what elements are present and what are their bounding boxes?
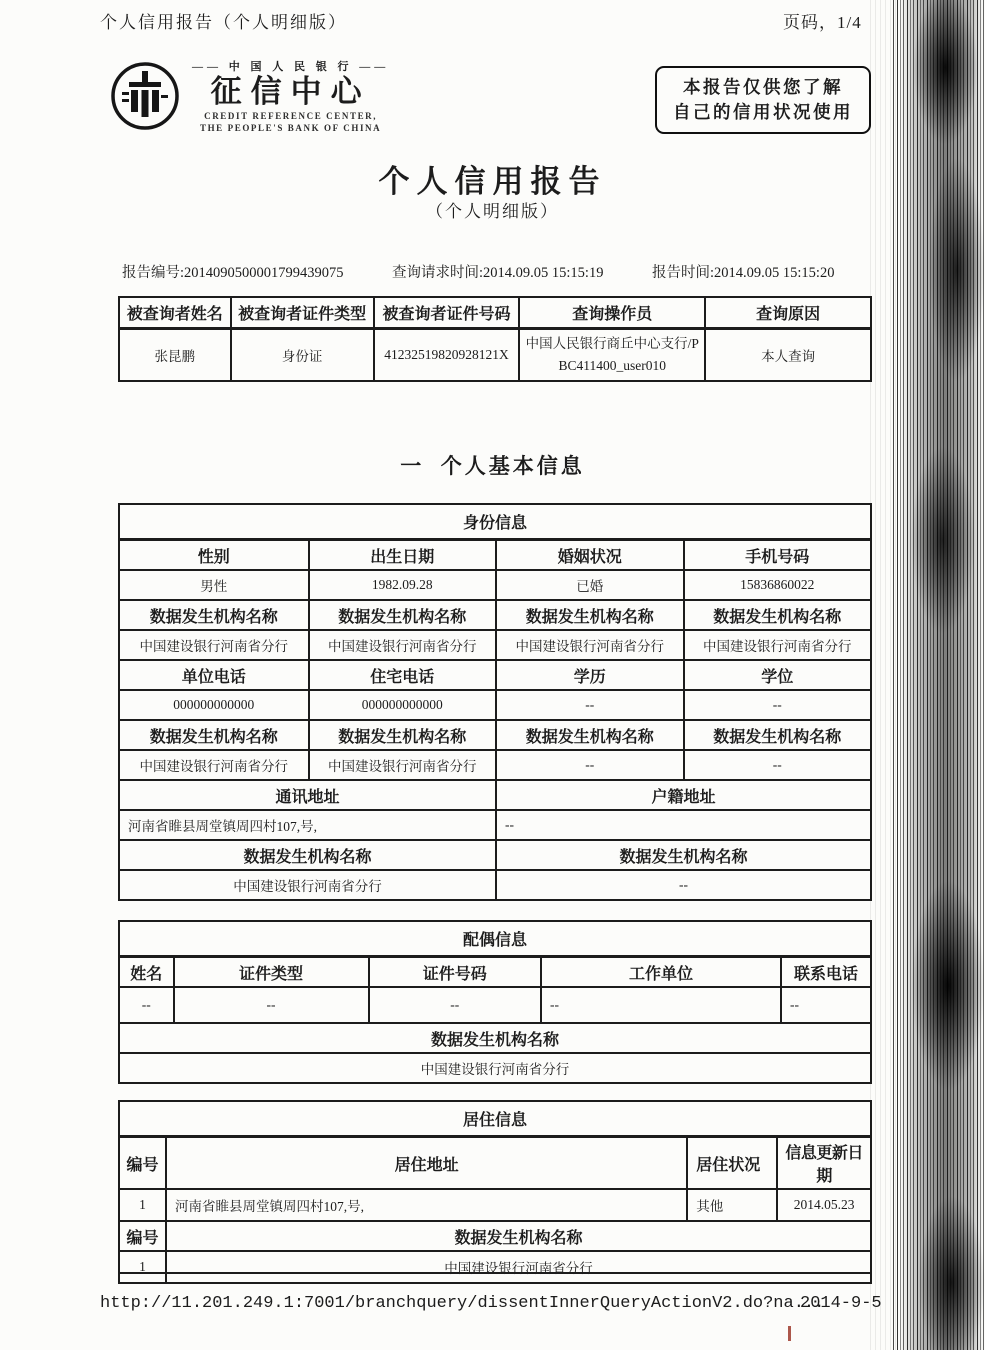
org-value: -- xyxy=(495,871,870,899)
query-info-table xyxy=(118,296,872,382)
document-subtitle: （个人明细版） xyxy=(426,202,559,221)
queried-id-type: 身份证 xyxy=(230,330,373,380)
table-row xyxy=(120,1052,870,1082)
table-title: 居住信息 xyxy=(462,1112,527,1129)
mailing-address-value: 河南省睢县周堂镇周四村107,号, xyxy=(128,819,317,834)
col-header: 婚姻状况 xyxy=(495,541,683,569)
col-header: 联系电话 xyxy=(780,958,870,986)
notice-line2: 自己的信用状况使用 xyxy=(673,102,853,123)
report-time: 报告时间:2014.09.05 15:15:20 xyxy=(652,265,835,281)
col-header: 数据发生机构名称 xyxy=(495,721,683,749)
marital-status-value: 已婚 xyxy=(495,571,683,599)
logo-english-line2: THE PEOPLE'S BANK OF CHINA xyxy=(199,122,382,133)
logo-english-name xyxy=(192,110,389,134)
mobile-value: 15836860022 xyxy=(683,571,871,599)
spouse-employer-value: -- xyxy=(540,988,780,1022)
col-header: 数据发生机构名称 xyxy=(430,1031,559,1049)
col-header: 被查询者证件号码 xyxy=(373,298,519,327)
org-value: 中国建设银行河南省分行 xyxy=(420,1062,570,1077)
col-header: 住宅电话 xyxy=(308,661,496,689)
col-header: 被查询者证件类型 xyxy=(230,298,373,327)
col-header: 性别 xyxy=(197,548,230,566)
org-value: 中国建设银行河南省分行 xyxy=(139,639,288,654)
identity-table-title-row xyxy=(120,505,870,539)
table-row xyxy=(120,779,870,809)
logo-text-block xyxy=(192,58,389,134)
col-header: 学位 xyxy=(683,661,871,689)
page-number: 页码，1/4 xyxy=(783,13,862,32)
spouse-info-table xyxy=(118,920,872,1084)
col-header: 数据发生机构名称 xyxy=(149,728,278,746)
col-header: 居住状况 xyxy=(686,1138,776,1188)
notice-box xyxy=(655,66,871,134)
scan-edge-line xyxy=(893,0,894,1350)
col-header: 编号 xyxy=(126,1156,159,1174)
col-header: 数据发生机构名称 xyxy=(495,601,683,629)
col-header: 数据发生机构名称 xyxy=(683,721,871,749)
org-value: 中国建设银行河南省分行 xyxy=(495,631,683,659)
residence-info-table xyxy=(118,1100,872,1284)
col-header: 查询操作员 xyxy=(518,298,704,327)
table-row xyxy=(120,569,870,599)
queried-id-number: 41232519820928121X xyxy=(373,330,519,380)
col-header: 信息更新日期 xyxy=(776,1138,870,1188)
table-row xyxy=(120,869,870,899)
degree-value: -- xyxy=(683,691,871,719)
col-header: 被查询者姓名 xyxy=(126,306,223,323)
document-title: 个人信用报告 xyxy=(378,164,607,199)
query-reason: 本人查询 xyxy=(704,330,870,380)
col-header: 数据发生机构名称 xyxy=(308,601,496,629)
org-value: 中国建设银行河南省分行 xyxy=(683,631,871,659)
col-header: 手机号码 xyxy=(683,541,871,569)
table-row xyxy=(120,719,870,749)
table-row xyxy=(120,539,870,569)
work-phone-value: 000000000000 xyxy=(173,697,255,712)
spouse-id-type-value: -- xyxy=(173,988,368,1022)
col-header: 数据发生机构名称 xyxy=(165,1222,870,1250)
logo-center-name: 征信中心 xyxy=(210,74,371,109)
col-header: 查询原因 xyxy=(704,298,870,327)
spouse-table-title-row xyxy=(120,922,870,956)
spouse-id-number-value: -- xyxy=(368,988,541,1022)
col-header: 学历 xyxy=(495,661,683,689)
table-row xyxy=(120,1220,870,1250)
query-request-time: 查询请求时间:2014.09.05 15:15:19 xyxy=(392,265,604,281)
col-header: 通讯地址 xyxy=(275,788,340,806)
table-row xyxy=(120,809,870,839)
gender-value: 男性 xyxy=(200,579,228,594)
query-table-header-row xyxy=(120,298,870,328)
page-header-title: 个人信用报告（个人明细版） xyxy=(100,13,347,32)
col-header: 工作单位 xyxy=(540,958,780,986)
residence-address-value: 河南省睢县周堂镇周四村107,号, xyxy=(165,1190,686,1220)
footer-date: 2014-9-5 xyxy=(800,1294,882,1313)
col-header: 数据发生机构名称 xyxy=(243,848,372,866)
col-header: 证件号码 xyxy=(368,958,541,986)
registered-address-value: -- xyxy=(495,811,870,839)
scan-noise-band xyxy=(897,0,985,1350)
table-row xyxy=(120,1022,870,1052)
update-date-value: 2014.05.23 xyxy=(776,1190,870,1220)
col-header: 数据发生机构名称 xyxy=(149,608,278,626)
col-header: 户籍地址 xyxy=(495,781,870,809)
table-title: 配偶信息 xyxy=(462,932,527,949)
col-header: 证件类型 xyxy=(173,958,368,986)
table-title: 身份信息 xyxy=(462,515,527,532)
logo-english-line1: CREDIT REFERENCE CENTER, xyxy=(204,110,378,121)
table-row xyxy=(120,629,870,659)
table-row xyxy=(120,749,870,779)
table-row xyxy=(120,599,870,629)
col-header: 姓名 xyxy=(130,965,163,983)
col-header: 数据发生机构名称 xyxy=(308,721,496,749)
org-value: 中国建设银行河南省分行 xyxy=(308,631,496,659)
table-row xyxy=(120,1136,870,1188)
col-header: 数据发生机构名称 xyxy=(495,841,870,869)
row-index: 1 xyxy=(139,1197,146,1212)
row-index: 1 xyxy=(139,1259,146,1274)
birthdate-value: 1982.09.28 xyxy=(308,571,496,599)
org-value: 中国建设银行河南省分行 xyxy=(308,751,496,779)
spouse-name-value: -- xyxy=(141,997,151,1012)
org-value: 中国建设银行河南省分行 xyxy=(139,759,288,774)
red-ink-mark xyxy=(788,1326,791,1341)
logo-bank-name: —— 中 国 人 民 银 行 —— xyxy=(192,61,390,73)
org-value: -- xyxy=(495,751,683,779)
table-row xyxy=(120,956,870,986)
report-number: 报告编号:2014090500001799439075 xyxy=(122,265,344,281)
footer-url: http://11.201.249.1:7001/branchquery/dissentInnerQueryActionV2.do?na... xyxy=(100,1294,825,1313)
notice-line1: 本报告仅供您了解 xyxy=(683,77,843,97)
residence-table-title-row xyxy=(120,1102,870,1136)
col-header: 编号 xyxy=(126,1229,159,1247)
residence-status-value: 其他 xyxy=(686,1190,776,1220)
pboc-logo xyxy=(108,58,389,134)
identity-info-table xyxy=(118,503,872,901)
table-row xyxy=(120,986,870,1022)
spouse-phone-value: -- xyxy=(780,988,870,1022)
org-value: 中国建设银行河南省分行 xyxy=(165,1252,870,1282)
col-header: 出生日期 xyxy=(308,541,496,569)
query-operator: 中国人民银行商丘中心支行/PBC411400_user010 xyxy=(518,330,704,380)
org-value: -- xyxy=(683,751,871,779)
section-heading-personal-basic-info: 一 个人基本信息 xyxy=(400,454,585,478)
pboc-seal-icon xyxy=(108,59,182,133)
next-table-partial-border xyxy=(118,1272,872,1284)
table-row xyxy=(120,1188,870,1220)
table-row xyxy=(120,659,870,689)
col-header: 数据发生机构名称 xyxy=(683,601,871,629)
query-table-data-row xyxy=(120,328,870,380)
org-value: 中国建设银行河南省分行 xyxy=(233,879,382,894)
table-row xyxy=(120,839,870,869)
table-row xyxy=(120,689,870,719)
page-footer xyxy=(100,1294,900,1313)
home-phone-value: 000000000000 xyxy=(308,691,496,719)
col-header: 单位电话 xyxy=(181,668,246,686)
col-header: 居住地址 xyxy=(165,1138,686,1188)
education-value: -- xyxy=(495,691,683,719)
queried-name: 张昆鹏 xyxy=(154,349,195,364)
